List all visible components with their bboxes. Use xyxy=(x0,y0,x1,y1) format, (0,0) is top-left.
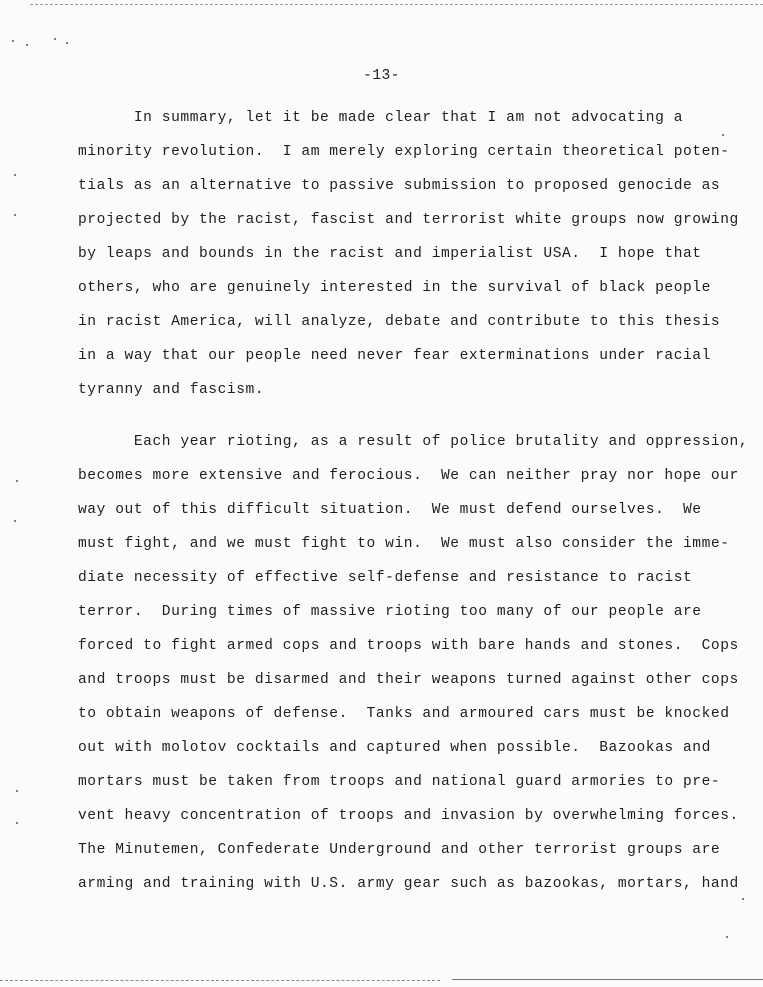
bottom-edge-line xyxy=(452,979,763,980)
scan-speck xyxy=(54,38,56,40)
text-line: others, who are genuinely interested in the survival of black people xyxy=(78,280,711,296)
text-line: must fight, and we must fight to win. We must also consider the imme- xyxy=(78,536,730,552)
scan-speck xyxy=(14,520,16,522)
scan-speck xyxy=(16,822,18,824)
text-line: to obtain weapons of defense. Tanks and armoured cars must be knocked xyxy=(78,706,730,722)
text-line: becomes more extensive and ferocious. We can neither pray nor hope our xyxy=(78,468,739,484)
text-line: The Minutemen, Confederate Underground and other terrorist groups are xyxy=(78,842,721,858)
text-line: in a way that our people need never fear exterminations under racial xyxy=(78,348,711,364)
scan-speck xyxy=(14,174,16,176)
text-line: tyranny and fascism. xyxy=(78,382,265,398)
text-line: Each year rioting, as a result of police brutality and oppression, xyxy=(78,434,749,450)
scan-speck xyxy=(26,44,28,46)
text-line: diate necessity of effective self-defense and resistance to racist xyxy=(78,570,693,586)
text-line: by leaps and bounds in the racist and imperialist USA. I hope that xyxy=(78,246,702,262)
scan-speck xyxy=(66,42,68,44)
text-line: and troops must be disarmed and their weapons turned against other cops xyxy=(78,672,739,688)
scan-speck xyxy=(726,936,728,938)
scan-speck xyxy=(16,790,18,792)
text-line: terror. During times of massive rioting too many of our people are xyxy=(78,604,702,620)
scan-speck xyxy=(16,480,18,482)
bottom-edge-line xyxy=(0,980,440,981)
text-line: in racist America, will analyze, debate and contribute to this thesis xyxy=(78,314,721,330)
page-number: -13- xyxy=(363,68,400,84)
text-line: out with molotov cocktails and captured when possible. Bazookas and xyxy=(78,740,711,756)
text-line: minority revolution. I am merely exploring certain theoretical poten- xyxy=(78,144,730,160)
text-line: projected by the racist, fascist and terrorist white groups now growing xyxy=(78,212,739,228)
text-line: mortars must be taken from troops and national guard armories to pre- xyxy=(78,774,721,790)
text-line: forced to fight armed cops and troops with bare hands and stones. Cops xyxy=(78,638,739,654)
scan-speck xyxy=(12,40,14,42)
scan-speck xyxy=(742,898,744,900)
text-line: arming and training with U.S. army gear such as bazookas, mortars, hand xyxy=(78,876,739,892)
top-edge-line xyxy=(30,4,763,5)
scan-speck xyxy=(14,214,16,216)
text-line: tials as an alternative to passive submission to proposed genocide as xyxy=(78,178,721,194)
text-line: way out of this difficult situation. We must defend ourselves. We xyxy=(78,502,702,518)
scan-speck xyxy=(722,134,724,136)
text-line: In summary, let it be made clear that I am not advocating a xyxy=(78,110,683,126)
text-line: vent heavy concentration of troops and invasion by overwhelming forces. xyxy=(78,808,739,824)
